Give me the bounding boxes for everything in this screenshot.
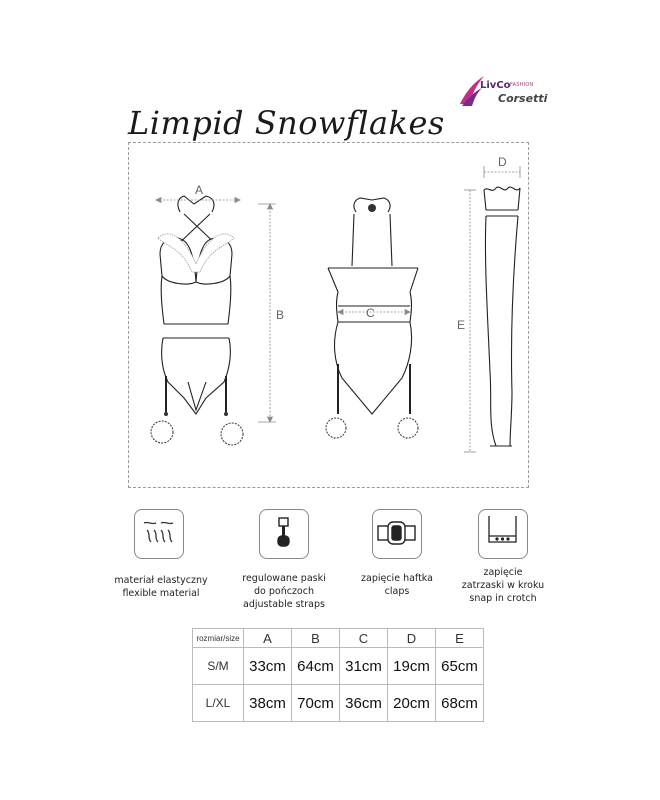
feature-elastic-line2: flexible material xyxy=(122,588,200,599)
size-value: 64cm xyxy=(292,648,340,685)
logo-tag: FASHION xyxy=(510,82,534,88)
dimension-c-label: C xyxy=(366,306,375,320)
feature-snap-line3: snap in crotch xyxy=(469,593,537,604)
feature-snap-text xyxy=(438,566,568,605)
col-d-header: D xyxy=(388,629,436,648)
size-label: L/XL xyxy=(193,685,244,722)
dimension-e-label: E xyxy=(457,318,466,332)
feature-snap-line2: zatrzaski w kroku xyxy=(461,580,545,591)
size-table-header xyxy=(193,629,484,648)
size-label: S/M xyxy=(193,648,244,685)
feature-snap-line1: zapięcie xyxy=(483,567,523,578)
adjustable-straps-icon xyxy=(259,509,309,559)
size-value: 68cm xyxy=(436,685,484,722)
size-table-corner: rozmiar/size xyxy=(193,629,244,648)
size-value: 31cm xyxy=(340,648,388,685)
feature-elastic-line1: materiał elastyczny xyxy=(114,575,208,586)
col-b-header: B xyxy=(292,629,340,648)
feature-straps-line2: do pończoch xyxy=(254,586,314,597)
feature-straps-line3: adjustable straps xyxy=(243,599,325,610)
dimension-d-label: D xyxy=(498,155,507,169)
size-value: 20cm xyxy=(388,685,436,722)
size-value: 19cm xyxy=(388,648,436,685)
logo-sub: Corsetti xyxy=(498,92,548,105)
size-value: 38cm xyxy=(244,685,292,722)
dimension-b-label: B xyxy=(276,308,285,322)
col-e-header: E xyxy=(436,629,484,648)
product-title: Limpid Snowflakes xyxy=(128,104,445,142)
col-a-header: A xyxy=(244,629,292,648)
table-row xyxy=(193,648,484,685)
dimension-a-label: A xyxy=(195,183,204,197)
size-value: 70cm xyxy=(292,685,340,722)
product-diagram xyxy=(128,142,529,488)
size-value: 33cm xyxy=(244,648,292,685)
clasp-icon xyxy=(372,509,422,559)
elastic-material-icon xyxy=(134,509,184,559)
size-value: 65cm xyxy=(436,648,484,685)
logo-name: LivCo xyxy=(480,80,511,91)
size-value: 36cm xyxy=(340,685,388,722)
crotch-snap-icon xyxy=(478,509,528,559)
table-row xyxy=(193,685,484,722)
size-table xyxy=(192,628,484,722)
feature-straps-text xyxy=(219,572,349,611)
col-c-header: C xyxy=(340,629,388,648)
brand-logo xyxy=(458,74,548,114)
feature-clasp-line1: zapięcie haftka xyxy=(361,573,433,584)
feature-elastic-text xyxy=(96,574,226,600)
feature-straps-line1: regulowane paski xyxy=(242,573,326,584)
feature-clasp-line2: claps xyxy=(384,586,410,597)
